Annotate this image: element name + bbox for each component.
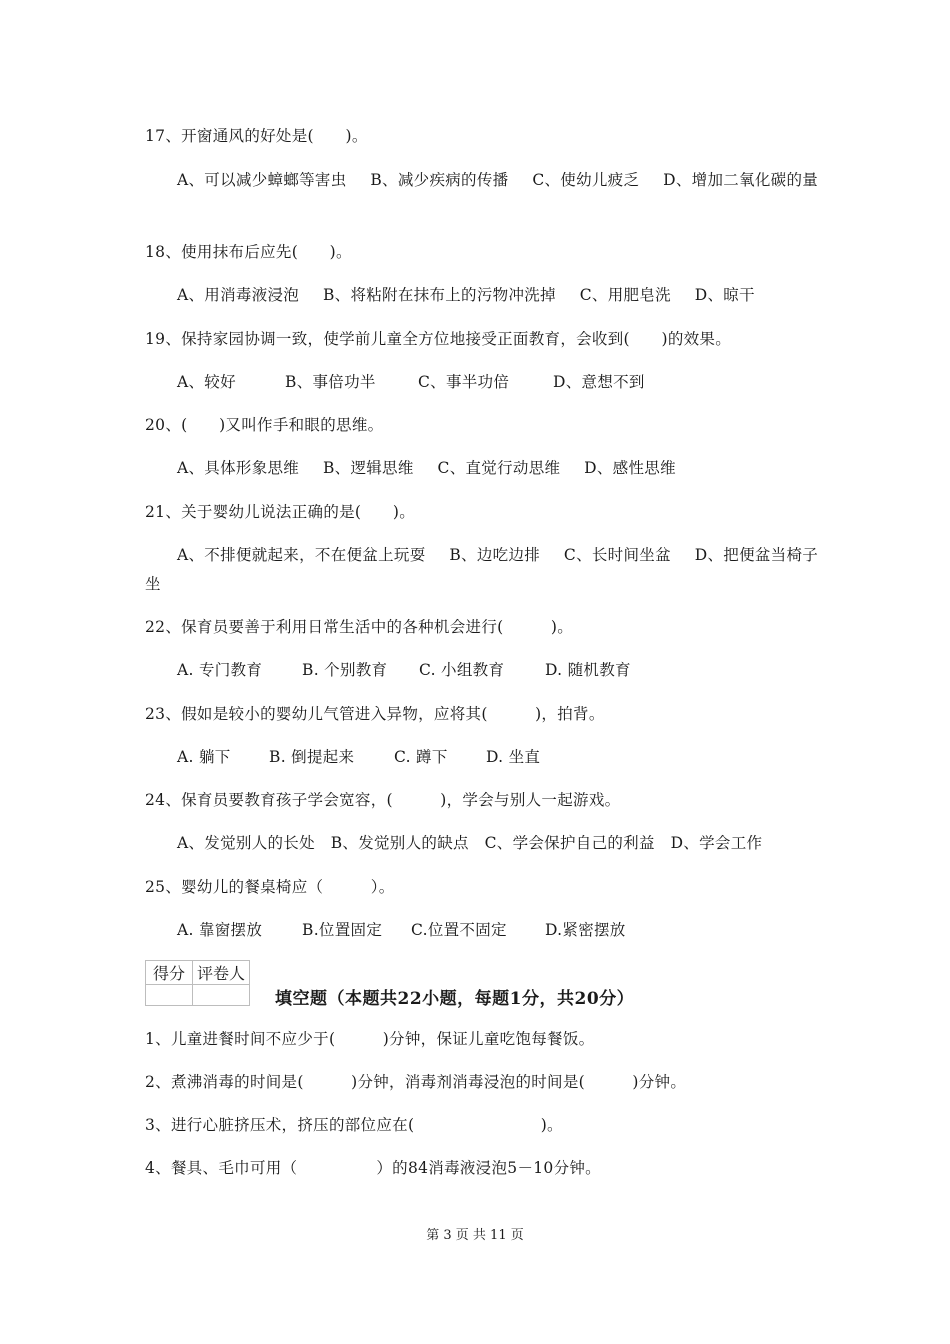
question-24-stem: 24、保育员要教育孩子学会宽容，( )，学会与别人一起游戏。 xyxy=(145,791,621,809)
option-c: C、使幼儿疲乏 xyxy=(532,171,640,189)
score-table xyxy=(145,960,250,1006)
question-25-options xyxy=(177,916,820,945)
question-22-options xyxy=(177,656,820,685)
question-19-stem: 19、保持家园协调一致，使学前儿童全方位地接受正面教育，会收到( )的效果。 xyxy=(145,330,732,348)
question-17-options xyxy=(145,166,820,195)
question-25-stem: 25、婴幼儿的餐桌椅应（ ）。 xyxy=(145,878,395,896)
question-18-stem: 18、使用抹布后应先( )。 xyxy=(145,243,352,261)
page-footer: 第 3 页 共 11 页 xyxy=(426,1228,524,1243)
question-17-stem: 17、开窗通风的好处是( )。 xyxy=(145,127,368,145)
option-d: D、把便盆当椅子坐 xyxy=(145,546,819,593)
option-a: A. 专门教育 xyxy=(177,661,263,679)
question-23-stem: 23、假如是较小的婴幼儿气管进入异物，应将其( )，拍背。 xyxy=(145,705,605,723)
question-21-stem: 21、关于婴幼儿说法正确的是( )。 xyxy=(145,503,416,521)
option-b: B、事倍功半 xyxy=(285,373,376,391)
option-d: D.紧密摆放 xyxy=(545,921,626,939)
fill-blank-1: 1、儿童进餐时间不应少于( )分钟，保证儿童吃饱每餐饭。 xyxy=(145,1030,595,1048)
option-c: C. 蹲下 xyxy=(394,748,448,766)
option-d: D. 随机教育 xyxy=(545,661,631,679)
fill-blank-4: 4、餐具、毛巾可用（ ）的84消毒液浸泡5－10分钟。 xyxy=(145,1159,601,1177)
option-a: A、具体形象思维 xyxy=(177,459,300,477)
option-d: D、晾干 xyxy=(694,286,755,304)
option-b: B. 倒提起来 xyxy=(269,748,355,766)
option-c: C、事半功倍 xyxy=(418,373,510,391)
option-a: A、不排便就起来，不在便盆上玩耍 xyxy=(177,546,426,564)
grader-cell[interactable] xyxy=(193,985,250,1006)
option-c: C、直觉行动思维 xyxy=(437,459,561,477)
option-d: D、意想不到 xyxy=(553,373,645,391)
option-d: D. 坐直 xyxy=(486,748,541,766)
question-22-stem: 22、保育员要善于利用日常生活中的各种机会进行( )。 xyxy=(145,618,574,636)
option-c: C.位置不固定 xyxy=(411,921,507,939)
option-c: C、用肥皂洗 xyxy=(579,286,671,304)
option-b: B、发觉别人的缺点 xyxy=(330,834,469,852)
option-b: B、逻辑思维 xyxy=(322,459,414,477)
option-b: B. 个别教育 xyxy=(302,661,388,679)
question-20-stem: 20、( )又叫作手和眼的思维。 xyxy=(145,416,384,434)
question-24-options xyxy=(177,829,820,858)
option-b: B、边吃边排 xyxy=(449,546,541,564)
option-d: D、增加二氧化碳的量 xyxy=(663,171,819,189)
option-a: A、较好 xyxy=(177,373,236,391)
option-a: A、可以减少蟑螂等害虫 xyxy=(177,171,347,189)
question-18-options xyxy=(177,281,820,310)
section-title: 填空题（本题共22小题，每题1分，共20分） xyxy=(275,989,635,1009)
option-d: D、学会工作 xyxy=(670,834,763,852)
score-label: 得分 xyxy=(146,961,193,985)
grader-label: 评卷人 xyxy=(193,961,250,985)
option-a: A. 躺下 xyxy=(177,748,231,766)
score-cell[interactable] xyxy=(146,985,193,1006)
question-21-options xyxy=(145,541,820,599)
option-c: C、学会保护自己的利益 xyxy=(484,834,655,852)
option-b: B、将粘附在抹布上的污物冲洗掉 xyxy=(322,286,556,304)
option-b: B.位置固定 xyxy=(302,921,383,939)
question-23-options xyxy=(177,743,820,772)
option-b: B、减少疾病的传播 xyxy=(370,171,509,189)
option-a: A、发觉别人的长处 xyxy=(177,834,315,852)
question-20-options xyxy=(177,454,820,483)
option-a: A. 靠窗摆放 xyxy=(177,921,263,939)
option-a: A、用消毒液浸泡 xyxy=(177,286,300,304)
fill-blank-3: 3、进行心脏挤压术，挤压的部位应在( )。 xyxy=(145,1116,563,1134)
option-c: C、长时间坐盆 xyxy=(563,546,671,564)
option-c: C. 小组教育 xyxy=(419,661,505,679)
fill-blank-2: 2、煮沸消毒的时间是( )分钟，消毒剂消毒浸泡的时间是( )分钟。 xyxy=(145,1073,687,1091)
question-19-options xyxy=(177,368,820,397)
option-d: D、感性思维 xyxy=(584,459,676,477)
